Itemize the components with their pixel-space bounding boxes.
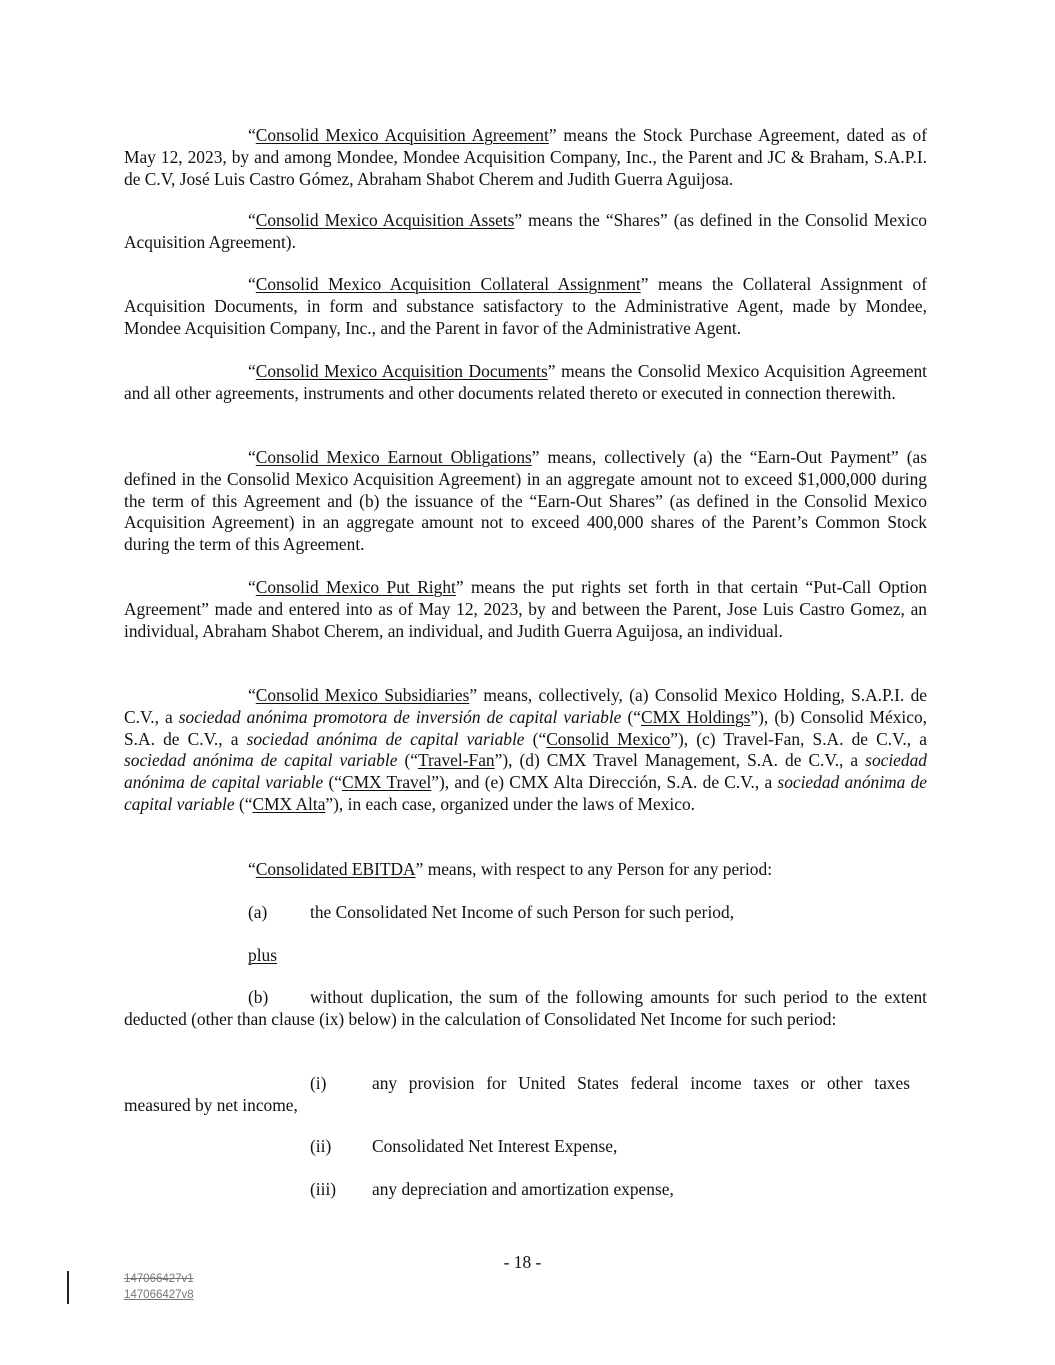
clause-iii-label: (iii) (310, 1179, 337, 1199)
clause-iii-text: any depreciation and amortization expense, (372, 1179, 674, 1199)
doc-id-deleted: 147066427v1 (124, 1273, 194, 1285)
definition-consolid-mexico-subsidiaries: “Consolid Mexico Subsidiaries” means, collectively, (a) Consolid Mexico Holding, S.A.P.I. de C.V., a sociedad anónima promotora de inversión de capital variable (“CMX Holdings”), (b) Consolid México, S.A. de C.V., a sociedad anónima de capital variable (“Consolid Mexico”), (c) Travel-Fan, S.A. de C.V., a sociedad anónima de capital variable (“Travel-Fan”), (d) CMX Travel Management, S.A. de C.V., a sociedad anónima de capital variable (“CMX Travel”), and (e) CMX Alta Dirección, S.A. de C.V., a sociedad anónima de capital variable (“CMX Alta”), in each case, organized under the laws of Mexico. (124, 685, 927, 814)
defined-term: CMX Holdings (640, 706, 751, 727)
defined-term: Consolid Mexico Acquisition Assets (255, 210, 515, 230)
definition-text: ” means, with respect to any Person for any period: (415, 859, 773, 879)
clause-b (124, 987, 927, 1031)
doc-id-inserted: 147066427v8 (124, 1289, 194, 1301)
defined-term: Consolid Mexico Subsidiaries (255, 685, 470, 705)
defined-term: Consolid Mexico Acquisition Collateral Assignment (255, 274, 641, 294)
defined-term: Consolidated EBITDA (255, 859, 416, 879)
definition-text: ” means, collectively (a) the “Earn-Out Payment” (as defined in the Consolid Mexico Acquisition Agreement) in an aggregate amount not to exceed $1,000,000 during the term of this Agreement and (b) the issuance of the “Earn-Out Shares” (as defined in the Consolid Mexico Acquisition Agreement) in an aggregate amount not to exceed 400,000 shares of the Parent’s Common Stock during the term of this Agreement. (124, 447, 927, 555)
clause-i-text: any provision for United States federal income taxes or other taxes (372, 1073, 910, 1093)
revision-change-bar (67, 1271, 69, 1304)
clause-i-continuation: measured by net income, (124, 1095, 298, 1115)
clause-b-label: (b) (248, 987, 269, 1007)
definition-text: ” means the Consolid Mexico Acquisition Agreement and all other agreements, instruments and other documents related thereto or executed in connection therewith. (124, 361, 927, 403)
definition-consolid-mexico-put-right: “Consolid Mexico Put Right” means the put rights set forth in that certain “Put-Call Option Agreement” made and entered into as of May 12, 2023, by and between the Parent, Jose Luis Castro Gomez, an individual, Abraham Shabot Cherem, an individual, and Judith Guerra Aguijosa, an individual. (124, 577, 927, 641)
definition-text: ” means the Stock Purchase Agreement, dated as of May 12, 2023, by and among Mondee, Mondee Acquisition Company, Inc., the Parent and JC & Braham, S.A.P.I. de C.V, José Luis Castro Gómez, Abraham Shabot Cherem and Judith Guerra Aguijosa. (124, 125, 927, 189)
defined-term: Consolid Mexico (546, 728, 671, 749)
definition-text: ” means the “Shares” (as defined in the Consolid Mexico Acquisition Agreement). (124, 210, 927, 252)
defined-term: Consolid Mexico Acquisition Documents (255, 361, 548, 381)
clause-ii-label: (ii) (310, 1136, 332, 1156)
definition-consolid-mexico-acquisition-assets: “Consolid Mexico Acquisition Assets” means the “Shares” (as defined in the Consolid Mexico Acquisition Agreement). (124, 210, 927, 252)
plus-connector: plus (248, 945, 277, 965)
clause-a-text: the Consolidated Net Income of such Person for such period, (310, 902, 735, 922)
definition-consolid-mexico-earnout-obligations: “Consolid Mexico Earnout Obligations” means, collectively (a) the “Earn-Out Payment” (as defined in the Consolid Mexico Acquisition Agreement) in an aggregate amount not to exceed $1,000,000 during the term of this Agreement and (b) the issuance of the “Earn-Out Shares” (as defined in the Consolid Mexico Acquisition Agreement) in an aggregate amount not to exceed 400,000 shares of the Parent’s Common Stock during the term of this Agreement. (124, 447, 927, 555)
clause-ii-text: Consolidated Net Interest Expense, (372, 1136, 618, 1156)
clause-i-label: (i) (310, 1073, 327, 1093)
definition-consolid-mexico-acquisition-agreement: “Consolid Mexico Acquisition Agreement” means the Stock Purchase Agreement, dated as of May 12, 2023, by and among Mondee, Mondee Acquisition Company, Inc., the Parent and JC & Braham, S.A.P.I. de C.V, José Luis Castro Gómez, Abraham Shabot Cherem and Judith Guerra Aguijosa. (124, 125, 927, 189)
defined-term: CMX Travel (341, 772, 432, 793)
page-number: - 18 - (503, 1252, 542, 1272)
definition-consolid-mexico-acquisition-documents: “Consolid Mexico Acquisition Documents” means the Consolid Mexico Acquisition Agreement and all other agreements, instruments and other documents related thereto or executed in connection therewith. (124, 361, 927, 403)
clause-b-text: without duplication, the sum of the following amounts for such period to the extent deducted (other than clause (ix) below) in the calculation of Consolidated Net Income for such period: (124, 987, 927, 1029)
definition-text: ” means the put rights set forth in that certain “Put-Call Option Agreement” made and entered into as of May 12, 2023, by and between the Parent, Jose Luis Castro Gomez, an individual, Abraham Shabot Cherem, an individual, and Judith Guerra Aguijosa, an individual. (124, 577, 927, 641)
defined-term: Travel-Fan (417, 750, 495, 771)
defined-term: Consolid Mexico Acquisition Agreement (255, 125, 549, 145)
clause-a-label: (a) (248, 902, 268, 922)
defined-term: Consolid Mexico Put Right (255, 577, 456, 597)
defined-term: CMX Alta (252, 793, 326, 814)
definition-text: ” means the Collateral Assignment of Acquisition Documents, in form and substance satisfactory to the Administrative Agent, made by Mondee, Mondee Acquisition Company, Inc., and the Parent in favor of the Administrative Agent. (124, 274, 927, 338)
definition-consolidated-ebitda: “Consolidated EBITDA” means, with respect to any Person for any period: (248, 859, 773, 879)
defined-term: Consolid Mexico Earnout Obligations (255, 447, 532, 467)
definition-consolid-mexico-acquisition-collateral-assignment: “Consolid Mexico Acquisition Collateral Assignment” means the Collateral Assignment of Acquisition Documents, in form and substance satisfactory to the Administrative Agent, made by Mondee, Mondee Acquisition Company, Inc., and the Parent in favor of the Administrative Agent. (124, 274, 927, 338)
